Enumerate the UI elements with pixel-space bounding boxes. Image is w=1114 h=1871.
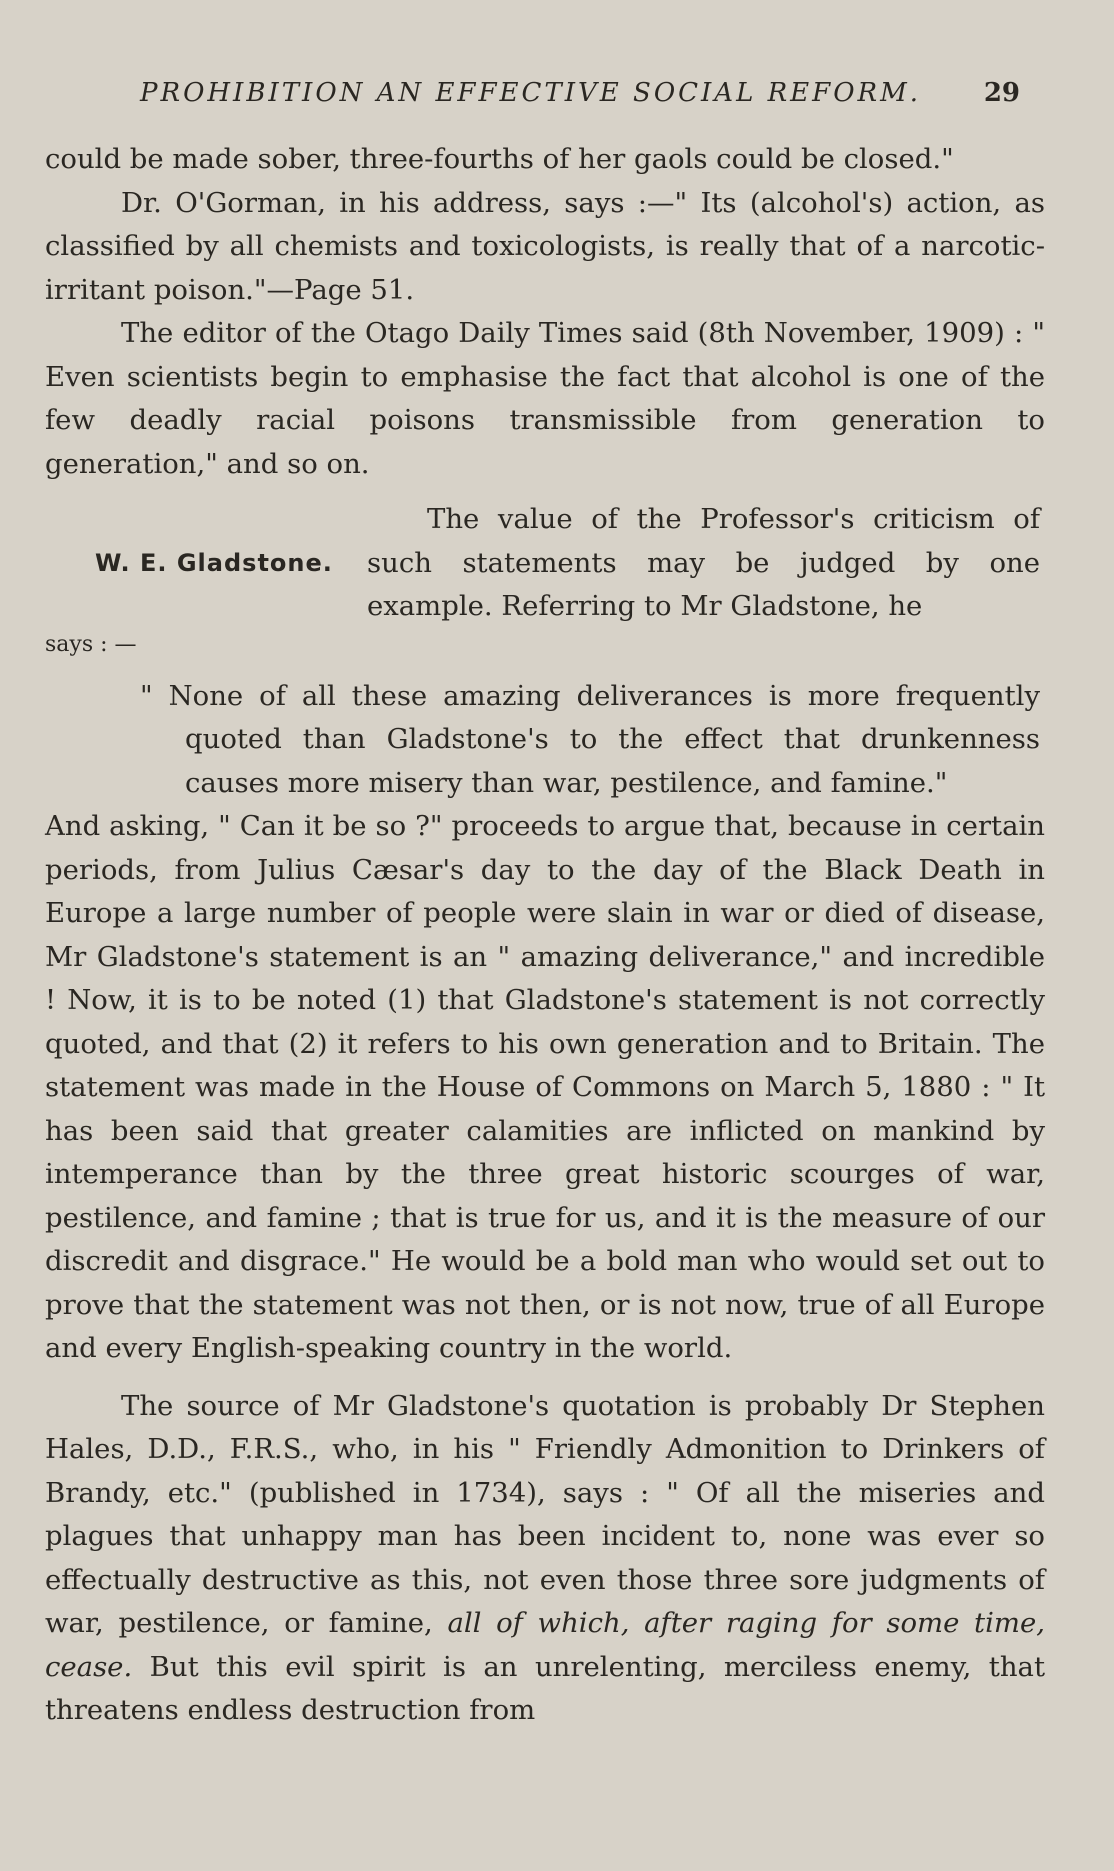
paragraph-3: The editor of the Otago Daily Times said (8th November, 1909) : " Even scientists begin to emphasise the fact that alcohol is one of the few deadly racial poisons transmissible from generation to generation," and so on. (45, 317, 1045, 480)
body-text (45, 138, 1045, 1733)
margin-sidenote: W. E. Gladstone. (95, 549, 333, 577)
paragraph-6 (45, 1385, 1045, 1733)
paragraph-5: And asking, " Can it be so ?" proceeds to argue that, because in certain periods, from Julius Cæsar's day to the day of the Black Death in Europe a large number of people were slain in war or died of disease, Mr Gladstone's statement is an " amazing deliverance," and incredible ! Now, it is to be noted (1) that Gladstone's statement is not correctly quoted, and that (2) it refers to his own generation and to Britain. The statement was made in the House of Commons on March 5, 1880 : " It has been said that greater calamities are inflicted on mankind by intemperance than by the three great historic scourges of war, pestilence, and famine ; that is true for us, and it is the measure of our discredit and disgrace." He would be a bold man who would set out to prove that the statement was not then, or is not now, true of all Europe and every English-speaking country in the world. (45, 810, 1045, 1364)
block-quote: " None of all these amazing deliverances is more frequently quoted than Gladstone's to the effect that drunkenness causes more misery than war, pestilence, and famine." (140, 679, 1040, 799)
paragraph-6-part-c: But this evil spirit is an unrelenting, merciless enemy, that threatens endless destruction from (45, 1650, 1046, 1726)
paragraph-1: could be made sober, three-fourths of her gaols could be closed." (45, 143, 954, 175)
header-title: PROHIBITION AN EFFECTIVE SOCIAL REFORM. (140, 78, 921, 108)
running-header (140, 78, 1020, 108)
sidenote-text (367, 498, 1045, 629)
paragraph-4: The value of the Professor's criticism of such statements may be judged by one example. Referring to Mr Gladstone, he (367, 503, 1040, 622)
page-number: 29 (983, 78, 1020, 108)
paragraph-6-part-a: The source of Mr Gladstone's quotation is probably Dr Stephen Hales, D.D., F.R.S., who, in his " Friendly Admonition to Drinkers of Brandy, etc." (published in 1734), says : " Of all the miseries and plagues that unhappy man has been incident to, none was ever so effectually destructive as this, not even those three sore judgments of war, pestilence, or famine, (45, 1389, 1045, 1639)
paragraph-2: Dr. O'Gorman, in his address, says :—" Its (alcohol's) action, as classified by all chemists and toxicologists, is really that of a narcotic-irritant poison."—Page 51. (45, 186, 1045, 306)
paragraph-6-italic: all of which, after raging for some time, cease. (45, 1607, 1045, 1683)
sidenote-block (45, 498, 1045, 629)
says-line: says : — (45, 631, 137, 657)
